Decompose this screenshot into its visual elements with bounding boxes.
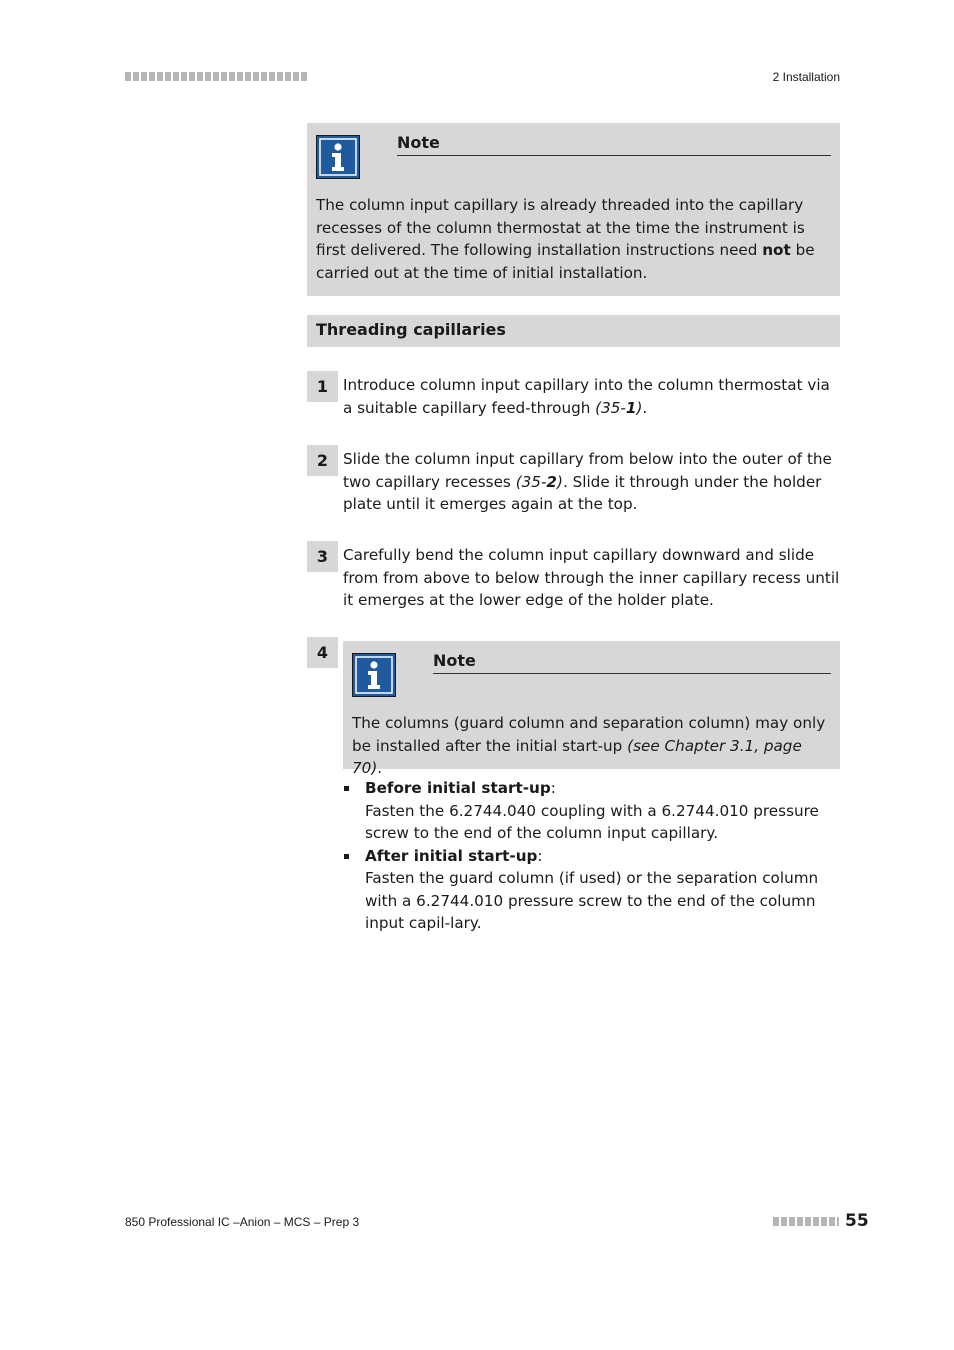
note-box xyxy=(343,641,840,777)
step-text: Carefully bend the column input capillary downward and slide from from above to below through the inner capillary recess until it emerges at the lower edge of the holder plate. xyxy=(343,546,840,609)
step-number: 2 xyxy=(307,445,338,476)
step-number: 1 xyxy=(307,371,338,402)
note-box xyxy=(307,123,840,296)
note-text: The columns (guard column and separation column) may only be installed after the initial start-up (see Chapter 3.1, page 70). xyxy=(352,714,826,777)
section-title: Threading capillaries xyxy=(316,320,506,339)
step-text: Introduce column input capillary into the column thermostat via a suitable capillary feed-through (35-1). xyxy=(343,376,830,417)
header-decoration xyxy=(125,72,307,81)
step-text: Slide the column input capillary from below into the outer of the two capillary recesses (35-2). Slide it through under the holder plate until it emerges again at the top. xyxy=(343,450,832,513)
header-section-title: 2 Installation xyxy=(772,70,840,84)
footer-document-title: 850 Professional IC –Anion – MCS – Prep 3 xyxy=(125,1215,360,1229)
note-title: Note xyxy=(433,651,831,674)
list-item: After initial start-up: Fasten the guard column (if used) or the separation column with a 6.2744.010 pressure screw to the end of the column input capil-lary. xyxy=(343,845,843,935)
page-number: 55 xyxy=(845,1211,869,1231)
bullet-square-icon xyxy=(344,786,349,791)
step-number: 4 xyxy=(307,637,338,668)
footer-decoration xyxy=(773,1217,839,1226)
note-text: The column input capillary is already threaded into the capillary recesses of the column thermostat at the time the instrument is first delivered. The following installation instructions need not be carried out at the time of initial installation. xyxy=(316,196,815,282)
info-icon xyxy=(316,135,360,179)
note-title: Note xyxy=(397,133,831,156)
info-icon xyxy=(352,653,396,697)
bullet-square-icon xyxy=(344,854,349,859)
section-heading xyxy=(307,315,840,347)
bullet-list xyxy=(343,777,843,935)
step-number: 3 xyxy=(307,541,338,572)
list-item: Before initial start-up: Fasten the 6.2744.040 coupling with a 6.2744.010 pressure screw to the end of the column input capillary. xyxy=(343,777,843,845)
